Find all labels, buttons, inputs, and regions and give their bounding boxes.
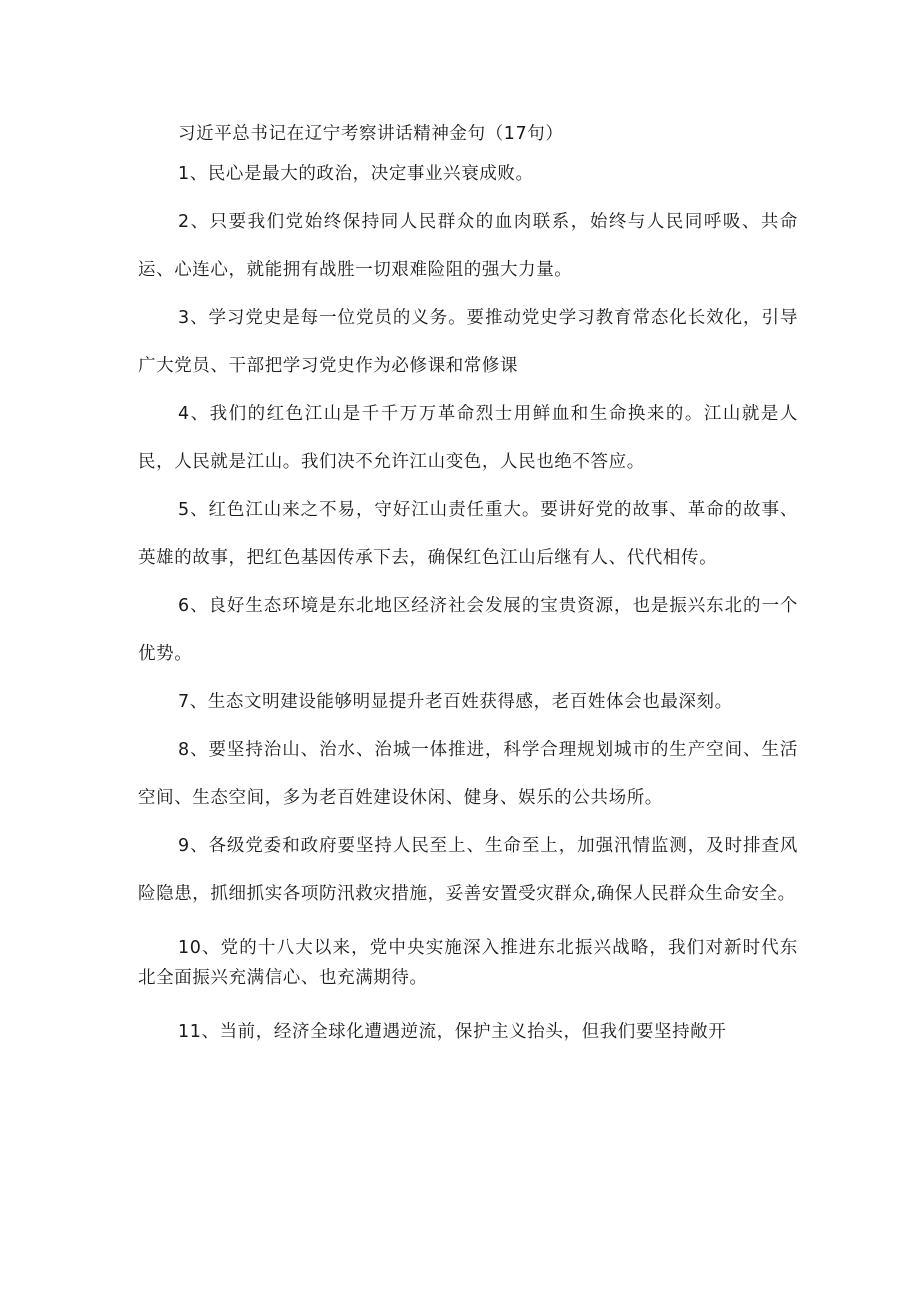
paragraph-7: 7、生态文明建设能够明显提升老百姓获得感，老百姓体会也最深刻。 [178,692,733,712]
paragraph-10: 10、党的十八大以来，党中央实施深入推进东北振兴战略，我们对新时代东北全面振兴充满信心、也充满期待。 [138,938,798,988]
paragraph-3: 3、学习党史是每一位党员的义务。要推动党史学习教育常态化长效化，引导广大党员、干部把学习党史作为必修课和常修课 [138,308,798,376]
paragraph-5: 5、红色江山来之不易，守好江山责任重大。要讲好党的故事、革命的故事、英雄的故事，把红色基因传承下去，确保红色江山后继有人、代代相传。 [138,500,798,568]
paragraph-8: 8、要坚持治山、治水、治城一体推进，科学合理规划城市的生产空间、生活空间、生态空间，多为老百姓建设休闲、健身、娱乐的公共场所。 [138,740,798,808]
paragraph-1: 1、民心是最大的政治，决定事业兴衰成败。 [178,164,534,184]
paragraph-9: 9、各级党委和政府要坚持人民至上、生命至上，加强汛情监测，及时排查风险隐患，抓细抓实各项防汛救灾措施，妥善安置受灾群众,确保人民群众生命安全。 [138,836,798,904]
paragraph-2: 2、只要我们党始终保持同人民群众的血肉联系，始终与人民同呼吸、共命运、心连心，就能拥有战胜一切艰难险阻的强大力量。 [138,212,798,280]
paragraph-4: 4、我们的红色江山是千千万万革命烈士用鲜血和生命换来的。江山就是人民，人民就是江山。我们决不允许江山变色，人民也绝不答应。 [138,404,798,472]
document-body [138,118,798,1056]
paragraph-6: 6、良好生态环境是东北地区经济社会发展的宝贵资源，也是振兴东北的一个优势。 [138,596,798,664]
paragraph-11: 11、当前，经济全球化遭遇逆流，保护主义抬头，但我们要坚持敞开 [178,1022,727,1042]
document-title: 习近平总书记在辽宁考察讲话精神金句（17句） [178,124,564,144]
